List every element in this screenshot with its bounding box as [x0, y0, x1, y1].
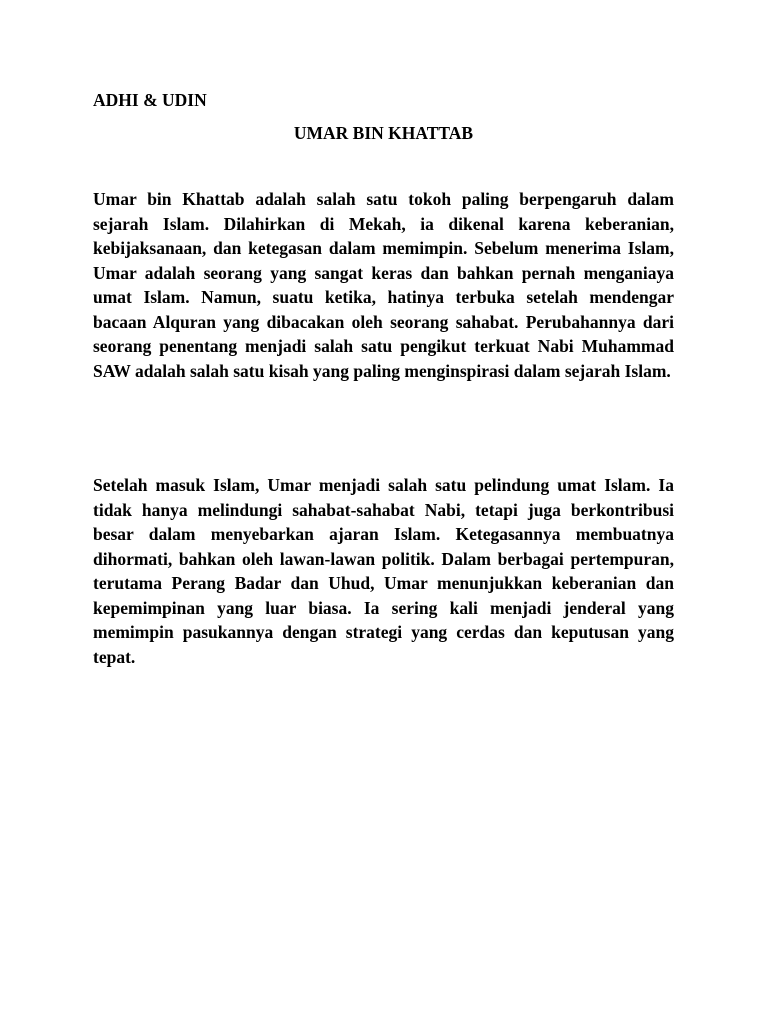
document-title: UMAR BIN KHATTAB	[293, 123, 474, 143]
document-authors: ADHI & UDIN	[93, 90, 207, 110]
paragraph-1: Umar bin Khattab adalah salah satu tokoh paling berpengaruh dalam sejarah Islam. Dilahirkan di Mekah, ia dikenal karena keberanian, kebijaksanaan, dan ketegasan dalam memimpin. Sebelum menerima Islam, Umar adalah seorang yang sangat keras dan bahkan pernah menganiaya umat Islam. Namun, suatu ketika, hatinya terbuka setelah mendengar bacaan Alquran yang dibacakan oleh seorang sahabat. Perubahannya dari seorang penentang menjadi salah satu pengikut terkuat Nabi Muhammad SAW adalah salah satu kisah yang paling menginspirasi dalam sejarah Islam.	[93, 189, 674, 381]
paragraph-2: Setelah masuk Islam, Umar menjadi salah satu pelindung umat Islam. Ia tidak hanya melindungi sahabat-sahabat Nabi, tetapi juga berkontribusi besar dalam menyebarkan ajaran Islam. Ketegasannya membuatnya dihormati, bahkan oleh lawan-lawan politik. Dalam berbagai pertempuran, terutama Perang Badar dan Uhud, Umar menunjukkan keberanian dan kepemimpinan yang luar biasa. Ia sering kali menjadi jenderal yang memimpin pasukannya dengan strategi yang cerdas dan keputusan yang tepat.	[93, 475, 674, 667]
